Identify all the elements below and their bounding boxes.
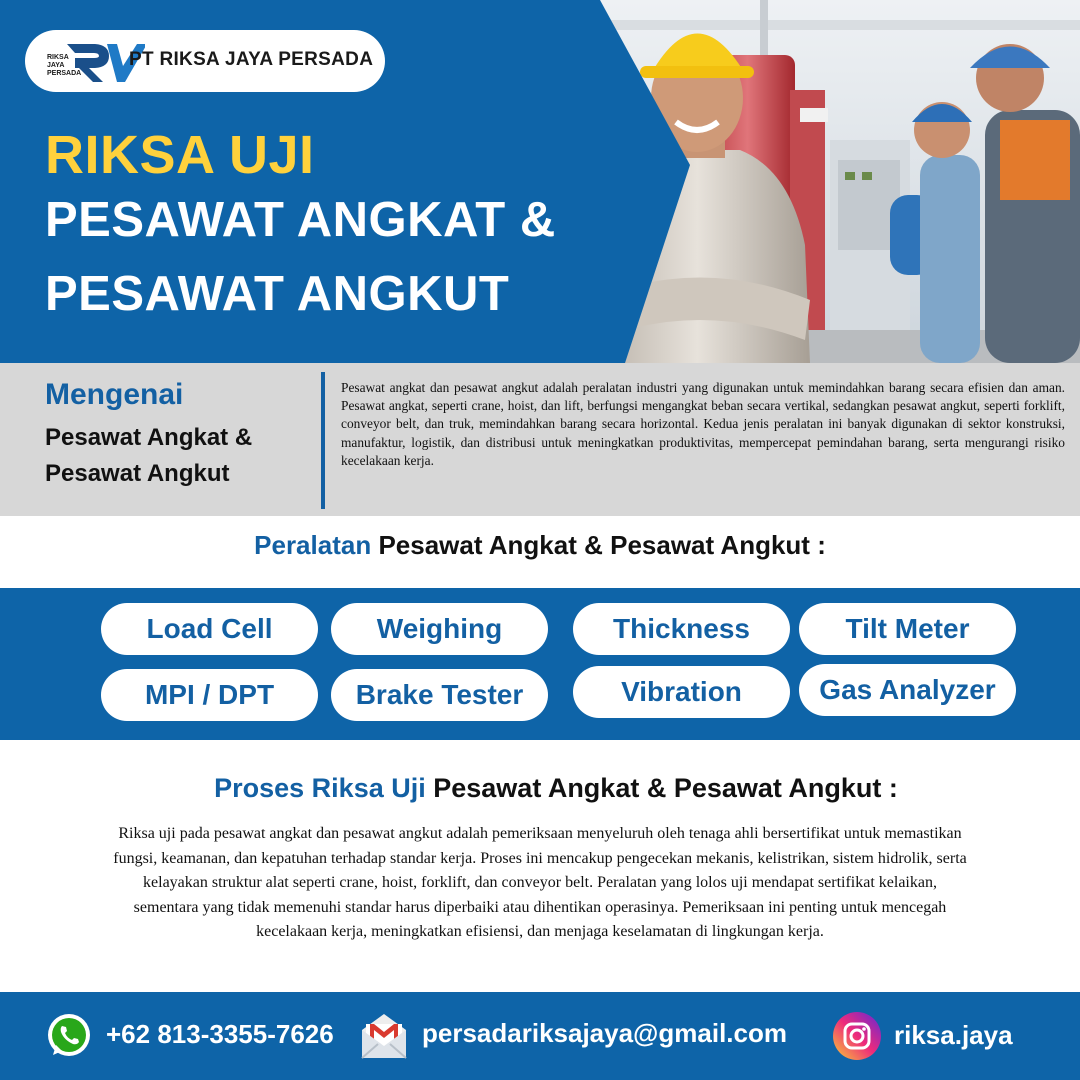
logo-badge bbox=[25, 30, 385, 92]
about-description: Pesawat angkat dan pesawat angkut adalah peralatan industri yang digunakan untuk memindahkan barang secara efisien dan aman. Pesawat angkat, seperti crane, hoist, dan lift, berfungsi mengangkat beban secara vertikal, sedangkan pesawat angkut, seperti forklift, conveyor belt, dan truk, memindahkan barang secara horizontal. Kedua jenis peralatan ini banyak digunakan di sektor konstruksi, manufaktur, logistik, dan distribusi untuk meningkatkan produktivitas, mempercepat pemindahan barang, serta mengurangi risiko kecelakaan kerja. bbox=[341, 380, 1065, 468]
instagram-icon[interactable] bbox=[832, 1011, 882, 1061]
equipment-pill-gas-analyzer: Gas Analyzer bbox=[799, 664, 1016, 716]
equipment-heading bbox=[0, 530, 1080, 561]
contact-footer bbox=[0, 992, 1080, 1080]
process-heading bbox=[0, 773, 1080, 804]
equipment-pill-mpi-dpt: MPI / DPT bbox=[101, 669, 318, 721]
equipment-heading-rest: Pesawat Angkat & Pesawat Angkut : bbox=[371, 530, 826, 560]
about-heading: Mengenai bbox=[45, 378, 184, 411]
hero-banner bbox=[0, 0, 1080, 363]
process-description: Riksa uji pada pesawat angkat dan pesawat angkut adalah pemeriksaan menyeluruh oleh tenaga ahli bersertifikat untuk memastikan fungsi, keamanan, dan kepatuhan terhadap standar kerja. Proses ini mencakup pengecekan mekanis, kelistrikan, sistem hidrolik, serta kelayakan struktur alat seperti crane, hoist, forklift, dan conveyor belt. Peralatan yang lolos uji mendapat sertifikat kelaikan, sementara yang tidak memenuhi standar harus diperbaiki atau dihentikan operasinya. Pemeriksaan ini penting untuk mencegah kecelakaan kerja, meningkatkan efisiensi, dan menjaga keselamatan di lingkungan kerja. bbox=[113, 825, 967, 941]
hero-title-line-2: PESAWAT ANGKAT & bbox=[45, 193, 556, 247]
equipment-band bbox=[0, 588, 1080, 740]
equipment-pill-vibration: Vibration bbox=[573, 666, 790, 718]
hero-title-highlight: RIKSA UJI bbox=[45, 125, 315, 185]
about-divider bbox=[321, 372, 325, 509]
contact-phone[interactable]: +62 813-3355-7626 bbox=[106, 1019, 334, 1049]
process-heading-rest: Pesawat Angkat & Pesawat Angkut : bbox=[425, 773, 898, 803]
company-name: PT RIKSA JAYA PERSADA bbox=[129, 49, 374, 70]
equipment-heading-highlight: Peralatan bbox=[254, 530, 372, 560]
contact-email[interactable]: persadariksajaya@gmail.com bbox=[422, 1018, 787, 1048]
hero-title-line-3: PESAWAT ANGKUT bbox=[45, 267, 510, 321]
equipment-pill-weighing: Weighing bbox=[331, 603, 548, 655]
process-heading-highlight: Proses Riksa Uji bbox=[214, 773, 426, 803]
logo-mini-text: RIKSA JAYA PERSADA bbox=[47, 54, 82, 77]
gmail-icon[interactable] bbox=[358, 1010, 410, 1062]
about-subheading: Pesawat Angkat & Pesawat Angkut bbox=[45, 424, 253, 487]
equipment-pill-tilt-meter: Tilt Meter bbox=[799, 603, 1016, 655]
about-section bbox=[0, 363, 1080, 516]
equipment-pill-load-cell: Load Cell bbox=[101, 603, 318, 655]
equipment-pill-thickness: Thickness bbox=[573, 603, 790, 655]
whatsapp-icon[interactable] bbox=[44, 1011, 94, 1061]
equipment-pill-brake-tester: Brake Tester bbox=[331, 669, 548, 721]
contact-instagram[interactable]: riksa.jaya bbox=[894, 1020, 1013, 1050]
